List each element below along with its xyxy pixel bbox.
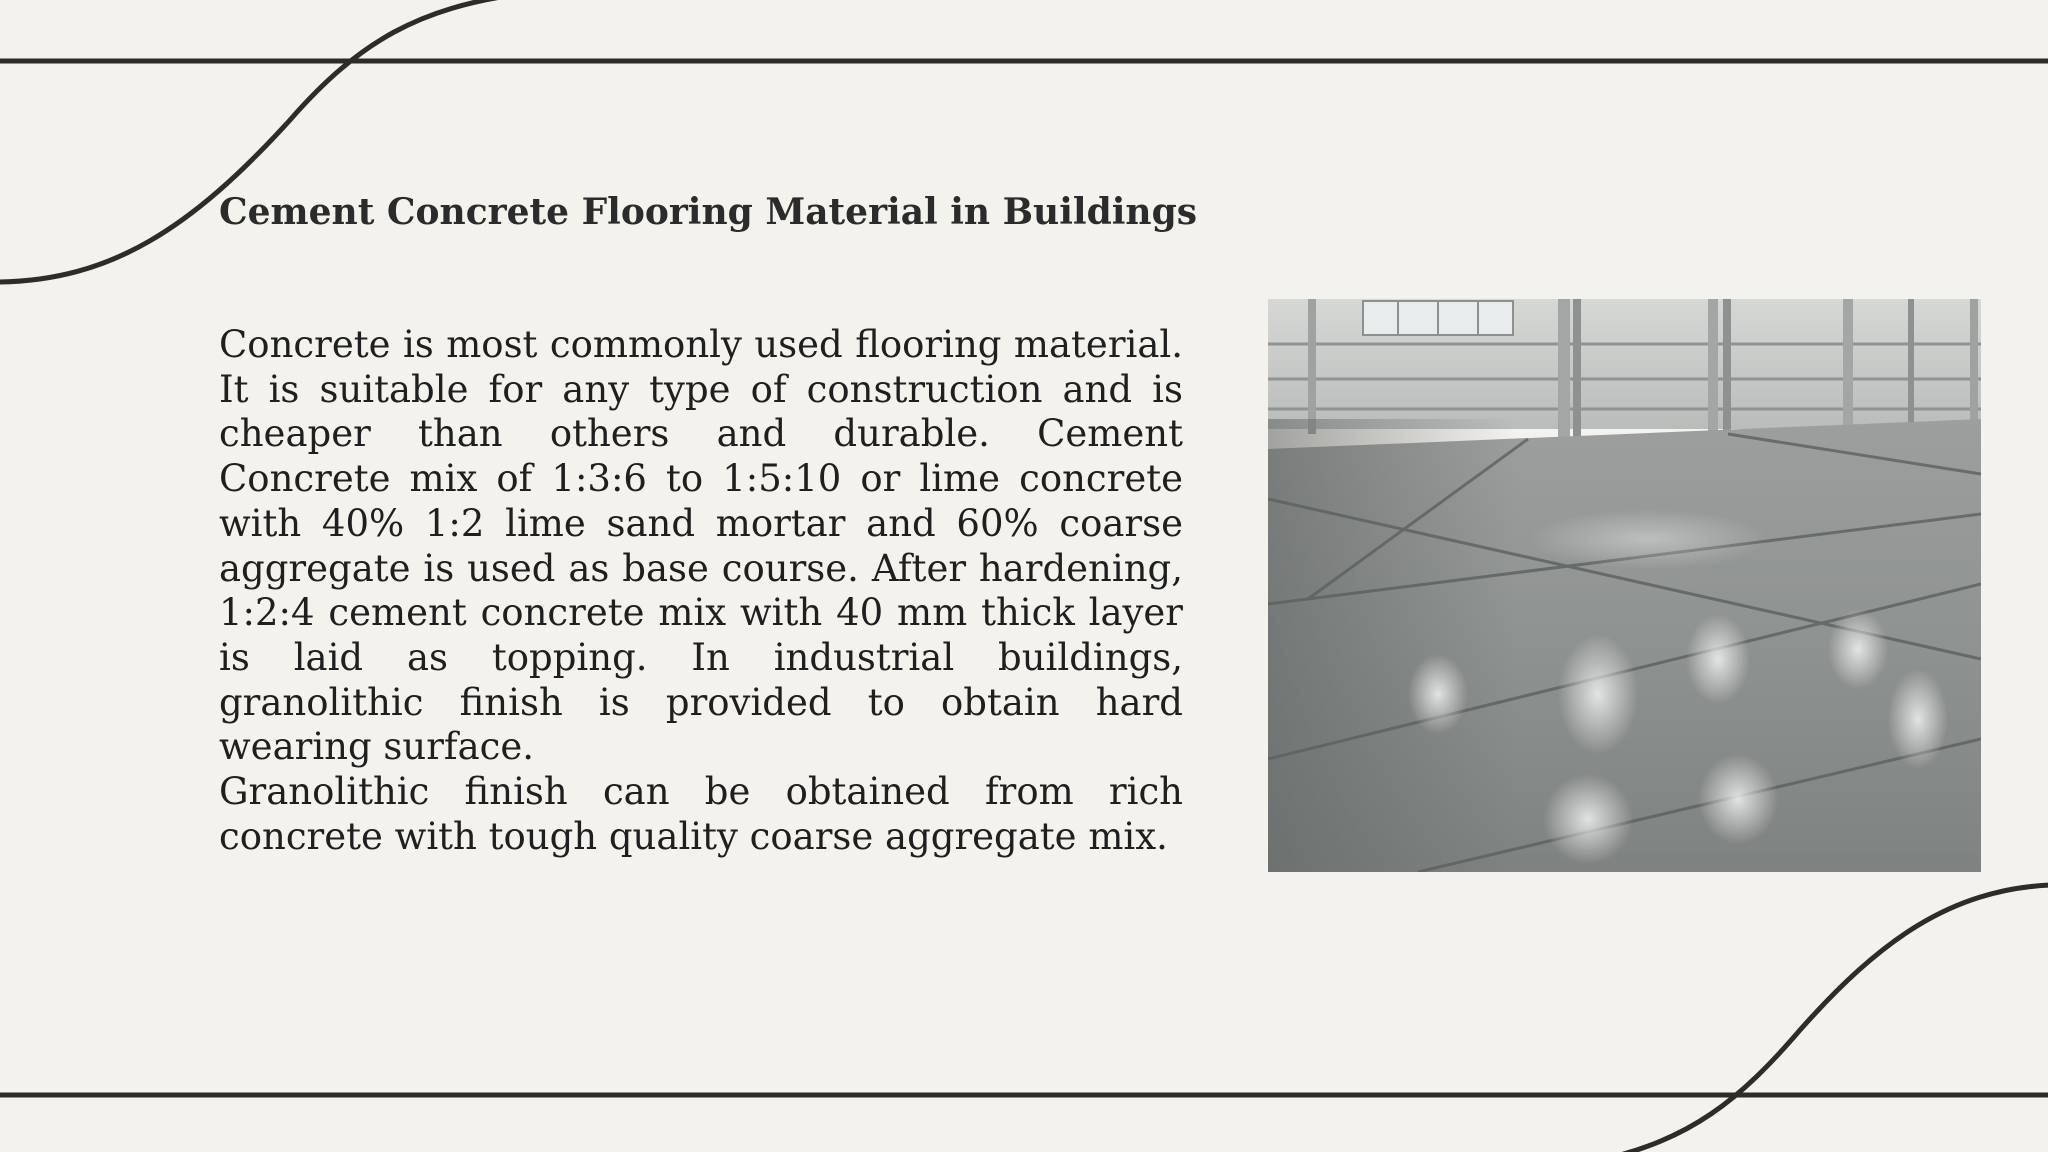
paragraph-granolithic: Granolithic finish can be obtained from rich concrete with tough quality coarse aggregate mix. (219, 770, 1183, 858)
paragraph-concrete: Concrete is most commonly used flooring material. It is suitable for any type of construction and is cheaper than others and durable. Cement Concrete mix of 1:3:6 to 1:5:10 or lime concrete with 40% 1:2 lime sand mortar and 60% coarse aggregate is used as base course. After hardening, 1:2:4 cement concrete mix with 40 mm thick layer is laid as topping. In industrial buildings, granolithic finish is provided to obtain hard wearing surface. (219, 323, 1183, 769)
window-strip (1363, 301, 1513, 335)
top-left-curve (0, 0, 520, 282)
bottom-right-curve (1600, 885, 2048, 1152)
concrete-floor-photo (1268, 299, 1981, 872)
body-text (219, 323, 1183, 859)
slide-title: Cement Concrete Flooring Material in Buildings (219, 191, 1198, 233)
